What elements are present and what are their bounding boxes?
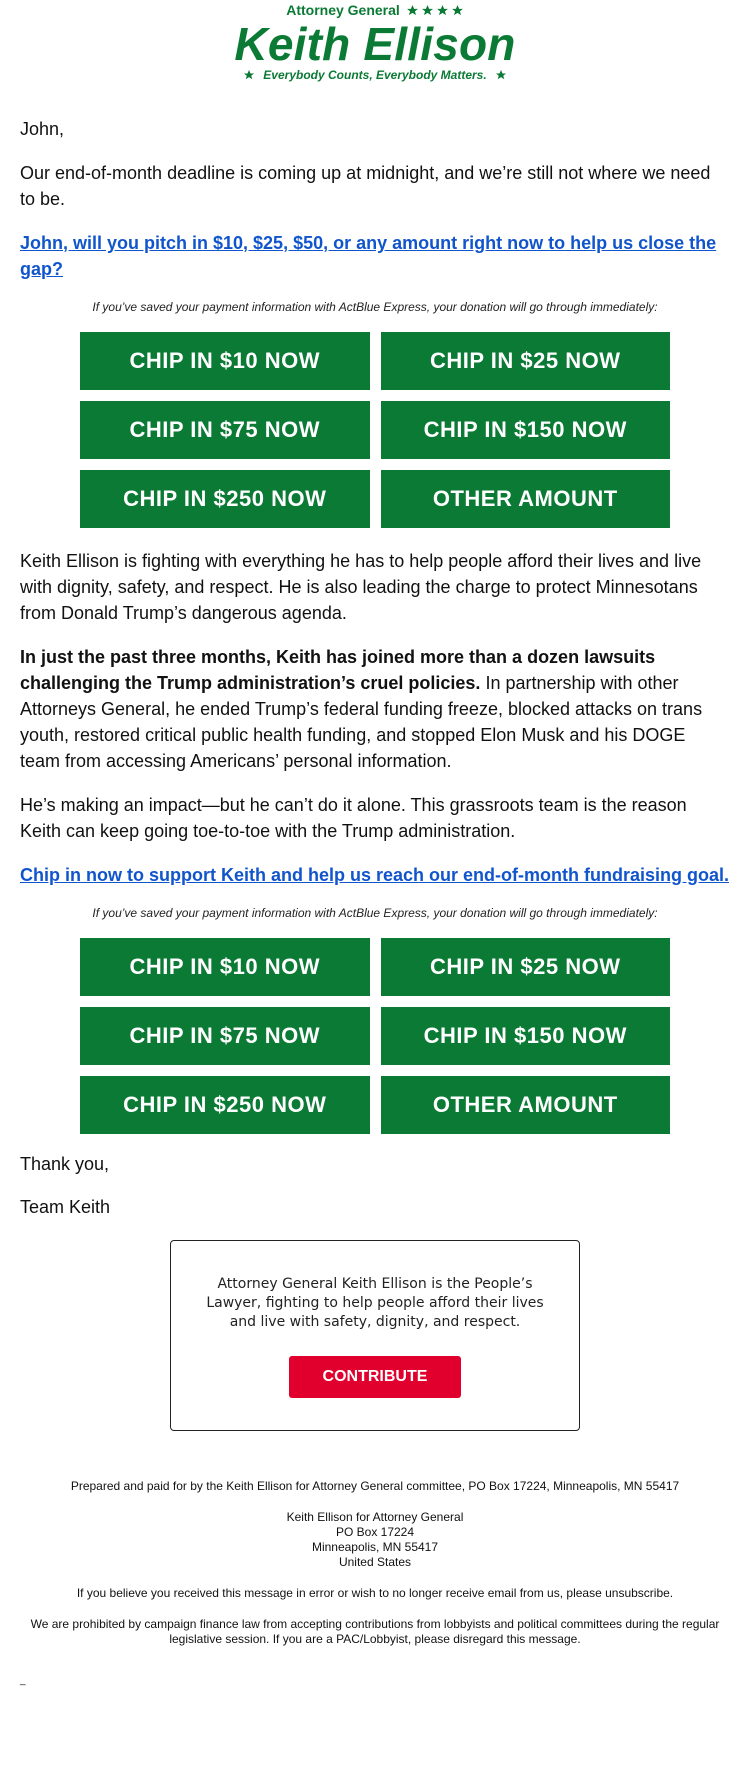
star-icon xyxy=(495,69,507,81)
chip-in-10-button[interactable]: CHIP IN $10 NOW xyxy=(80,938,370,996)
body-paragraph-1: Keith Ellison is fighting with everything he has to help people afford their lives and live with dignity, safety, and respect. He is also leading the charge to protect Minnesotans from Donald Trump’s dangerous agenda. xyxy=(20,551,702,623)
footer-address xyxy=(20,1510,730,1570)
chip-in-25-button[interactable]: CHIP IN $25 NOW xyxy=(381,332,671,390)
star-icon xyxy=(243,69,255,81)
body-paragraph-2 xyxy=(20,644,730,774)
chip-in-250-button[interactable]: CHIP IN $250 NOW xyxy=(80,470,370,528)
other-amount-button[interactable]: OTHER AMOUNT xyxy=(381,470,671,528)
logo-tagline: Everybody Counts, Everybody Matters. xyxy=(263,68,487,82)
logo-title-small: Attorney General xyxy=(286,2,400,18)
body-paragraph-2-bold: In just the past three months, Keith has joined more than a dozen lawsuits challenging the Trump administration’s cruel policies. xyxy=(20,647,656,693)
contribute-button[interactable]: CONTRIBUTE xyxy=(289,1356,462,1398)
ask-link-wrapper xyxy=(20,230,730,282)
address-line: Minneapolis, MN 55417 xyxy=(311,1540,439,1554)
chip-in-10-button[interactable]: CHIP IN $10 NOW xyxy=(80,332,370,390)
donation-note-2: If you’ve saved your payment information with ActBlue Express, your donation will go through immediately: xyxy=(92,906,658,920)
header-logo xyxy=(20,0,730,86)
star-icon xyxy=(421,4,434,17)
trailing-mark: _ xyxy=(20,1675,26,1686)
address-line: United States xyxy=(338,1555,412,1569)
star-icon xyxy=(451,4,464,17)
contribute-card xyxy=(170,1240,580,1431)
logo-stars xyxy=(406,4,464,17)
logo-tagline-row xyxy=(243,68,506,82)
intro-paragraph: Our end-of-month deadline is coming up at midnight, and we’re still not where we need to be. xyxy=(20,163,711,209)
body-paragraph-3: He’s making an impact—but he can’t do it alone. This grassroots team is the reason Keith can keep going toe-to-toe with the Trump administration. xyxy=(20,795,687,841)
chip-in-75-button[interactable]: CHIP IN $75 NOW xyxy=(80,1007,370,1065)
ask-link[interactable]: John, will you pitch in $10, $25, $50, or any amount right now to help us close the gap? xyxy=(20,233,717,279)
signoff-team: Team Keith xyxy=(20,1197,111,1217)
card-text: Attorney General Keith Ellison is the People’s Lawyer, fighting to help people afford their lives and live with safety, dignity, and respect. xyxy=(206,1276,544,1330)
support-link-wrapper xyxy=(20,862,730,888)
donation-note: If you’ve saved your payment information with ActBlue Express, your donation will go through immediately: xyxy=(92,300,658,314)
donate-buttons-grid-2 xyxy=(80,938,670,1134)
signoff-thanks: Thank you, xyxy=(20,1154,110,1174)
address-line: Keith Ellison for Attorney General xyxy=(286,1510,464,1524)
donate-buttons-grid xyxy=(80,332,670,528)
greeting: John, xyxy=(20,119,65,139)
paid-for-disclaimer: Prepared and paid for by the Keith Ellison for Attorney General committee, PO Box 17224, Minneapolis, MN 55417 xyxy=(70,1479,680,1493)
body-paragraph-2-rest: In partnership with other Attorneys General, he ended Trump’s federal funding freeze, blocked attacks on trans youth, restored critical public health funding, and stopped Elon Musk and his DOGE team from accessing Americans’ personal information. xyxy=(20,673,703,771)
star-icon xyxy=(406,4,419,17)
chip-in-150-button[interactable]: CHIP IN $150 NOW xyxy=(381,401,671,459)
address-line: PO Box 17224 xyxy=(335,1525,415,1539)
chip-in-250-button[interactable]: CHIP IN $250 NOW xyxy=(80,1076,370,1134)
logo-top-row xyxy=(286,2,464,18)
star-icon xyxy=(436,4,449,17)
chip-in-75-button[interactable]: CHIP IN $75 NOW xyxy=(80,401,370,459)
email-container xyxy=(10,0,740,1686)
footer xyxy=(20,1479,730,1647)
logo-name: Keith Ellison xyxy=(234,18,516,70)
chip-in-25-button[interactable]: CHIP IN $25 NOW xyxy=(381,938,671,996)
other-amount-button[interactable]: OTHER AMOUNT xyxy=(381,1076,671,1134)
unsubscribe-text[interactable]: If you believe you received this message in error or wish to no longer receive email from us, please unsubscribe. xyxy=(76,1586,674,1600)
chip-in-150-button[interactable]: CHIP IN $150 NOW xyxy=(381,1007,671,1065)
legal-disclaimer: We are prohibited by campaign finance law from accepting contributions from lobbyists and political committees during the regular legislative session. If you are a PAC/Lobbyist, please disregard this message. xyxy=(30,1617,720,1646)
support-link[interactable]: Chip in now to support Keith and help us reach our end-of-month fundraising goal. xyxy=(20,865,729,885)
